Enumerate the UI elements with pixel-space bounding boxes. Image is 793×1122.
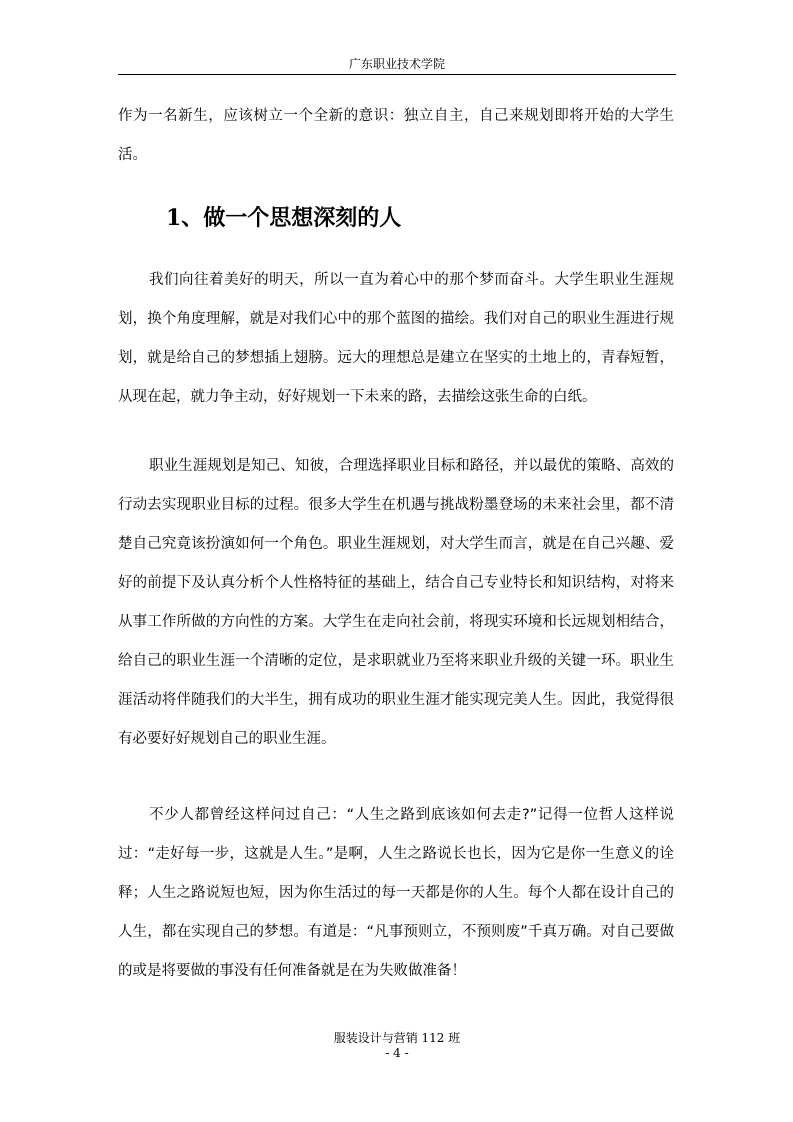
header-divider bbox=[118, 74, 676, 75]
paragraph-2: 职业生涯规划是知己、知彼，合理选择职业目标和路径，并以最优的策略、高效的行动去实现职业目标的过程。很多大学生在机遇与挑战粉墨登场的未来社会里，都不清楚自己究竟该扮演如何一个角色。职业生涯规划，对大学生而言，就是在自己兴趣、爱好的前提下及认真分析个人性格特征的基础上，结合自己专业特长和知识结构，对将来从事工作所做的方向性的方案。大学生在走向社会前，将现实环境和长远规划相结合，给自己的职业生涯一个清晰的定位，是求职就业乃至将来职业升级的关键一环。职业生涯活动将伴随我们的大半生，拥有成功的职业生涯才能实现完美人生。因此，我觉得很有必要好好规划自己的职业生涯。 bbox=[118, 458, 674, 747]
paragraph-3: 不少人都曾经这样问过自己：“人生之路到底该如何去走?”记得一位哲人这样说过：“走好每一步，这就是人生。”是啊，人生之路说长也长，因为它是你一生意义的诠释；人生之路说短也短，因为你生活过的每一天都是你的人生。每个人都在设计自己的人生，都在实现自己的梦想。有道是：“凡事预则立，不预则废”千真万确。对自己要做的或是将要做的事没有任何准备就是在为失败做准备！ bbox=[118, 807, 674, 979]
section-heading: 1、做一个思想深刻的人 bbox=[166, 205, 402, 231]
footer-page-number: - 4 - bbox=[385, 1046, 409, 1060]
paragraph-1: 我们向往着美好的明天，所以一直为着心中的那个梦而奋斗。大学生职业生涯规划，换个角度理解，就是对我们心中的那个蓝图的描绘。我们对自己的职业生涯进行规划，就是给自己的梦想插上翅膀。远大的理想总是建立在坚实的土地上的，青春短暂，从现在起，就力争主动，好好规划一下未来的路，去描绘这张生命的白纸。 bbox=[118, 272, 674, 405]
page-header: 广东职业技术学院 bbox=[348, 57, 445, 71]
footer-class-name: 服装设计与营销 112 班 bbox=[333, 1031, 461, 1045]
intro-paragraph: 作为一名新生，应该树立一个全新的意识：独立自主，自己来规划即将开始的大学生活。 bbox=[118, 108, 674, 163]
